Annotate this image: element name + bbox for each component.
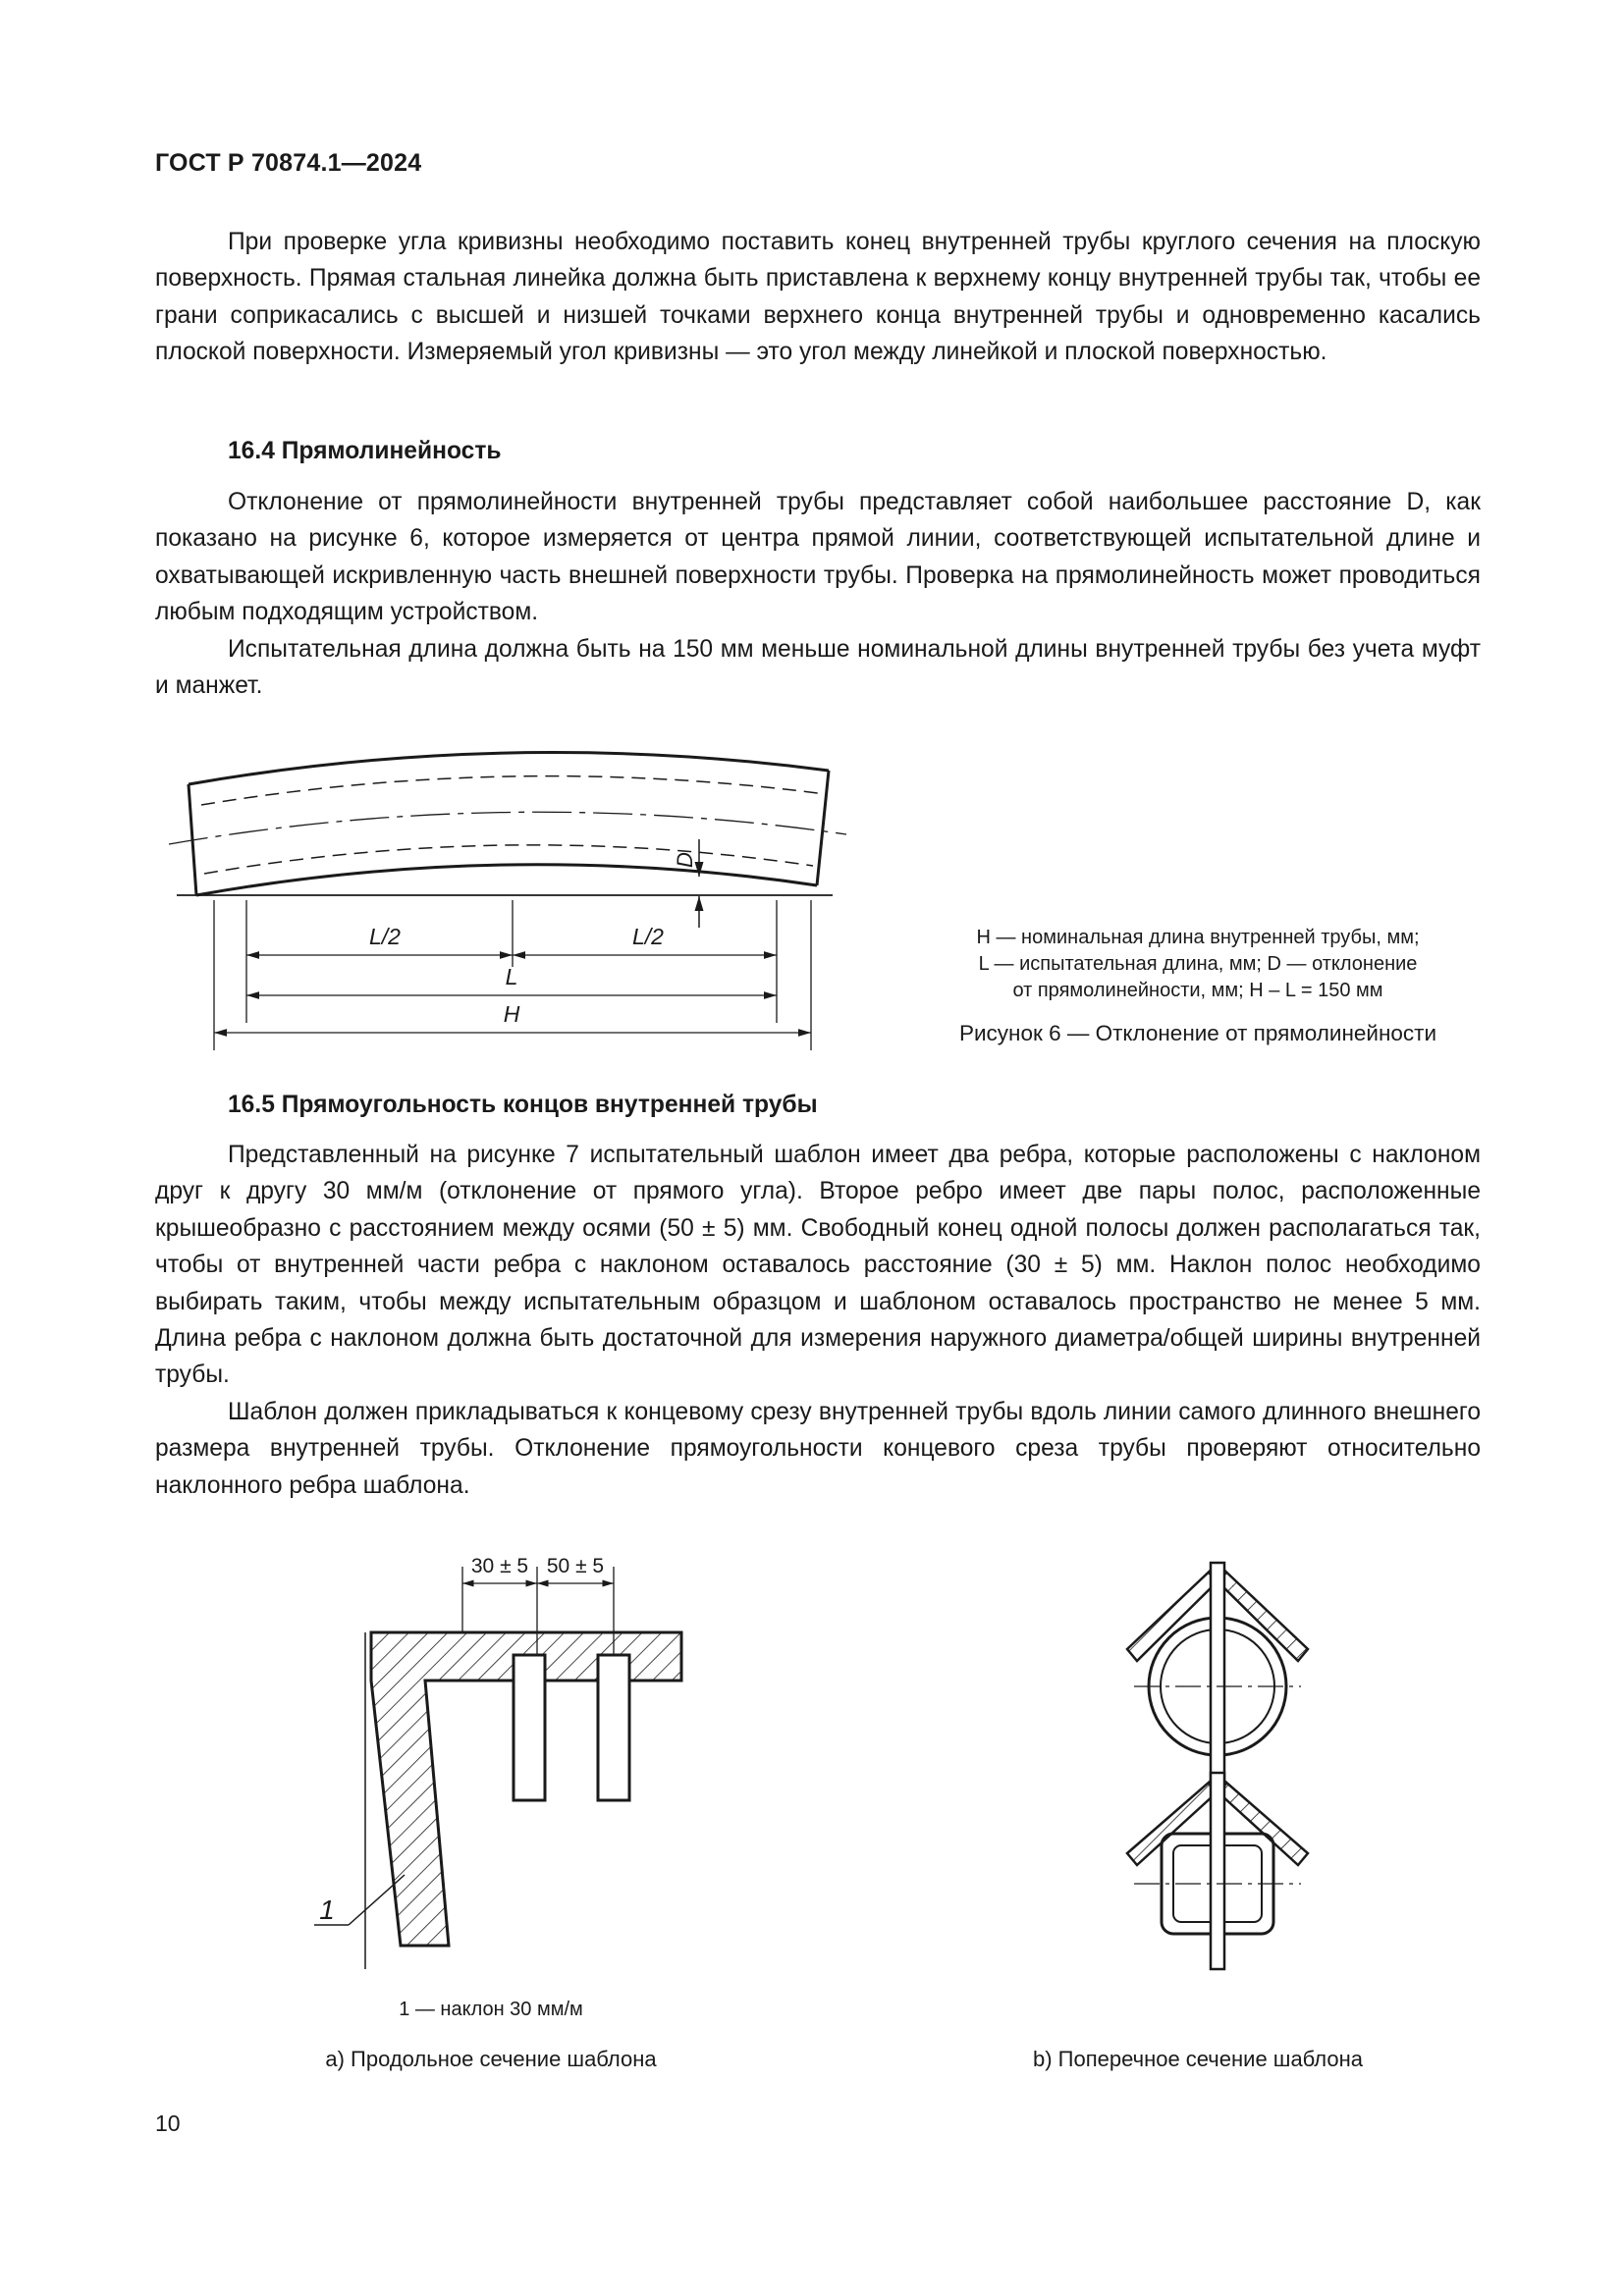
figure-7-caption-a: a) Продольное сечение шаблона [325,2047,657,2071]
section-heading-16-5: 16.5 Прямоугольность концов внутренней трубы [228,1092,818,1118]
figure-7-caption-b: b) Поперечное сечение шаблона [1033,2047,1363,2071]
label-nominal-length: H [503,1001,520,1027]
paragraph-template-application: Шаблон должен прикладываться к концевому срезу внутренней трубы вдоль линии самого длинного внешнего размера внутренней трубы. Отклонение прямоугольности концевого среза трубы проверяют относительно наклонного ребра шаблона. [155,1399,1481,1499]
template-cross-section-round [1127,1563,1308,1787]
figure-6-caption: Рисунок 6 — Отклонение от прямолинейности [958,1021,1437,1045]
deviation-label: D [673,852,697,868]
paragraph-template-description: Представленный на рисунке 7 испытательный шаблон имеет два ребра, которые расположены с наклоном друг к другу 30 мм/м (отклонение от прямого угла). Второе ребро имеет две пары полос, расположенные крышеобразно с расстоянием между осями (50 ± 5) мм. Свободный конец одной полосы должен располагаться так, чтобы от внутренней части ребра с наклоном оставалось расстояние (30 ± 5) мм. Наклон полос необходимо выбирать таким, чтобы между испытательным образцом и шаблоном оставалось пространство не менее 5 мм. Длина ребра с наклоном должна быть достаточной для измерения наружного диаметра/общей ширины внутренней трубы. [155,1142,1481,1389]
document-header: ГОСТ Р 70874.1—2024 [155,149,422,177]
section-heading-16-4: 16.4 Прямолинейность [228,438,502,464]
page-number: 10 [155,2110,181,2136]
template-cross-section-rectangular [1127,1773,1308,1969]
label-test-length: L [505,964,518,989]
dim-label-30: 30 ± 5 [470,1555,529,1577]
legend-line-1: H — номинальная длина внутренней трубы, мм; [976,927,1420,948]
legend-line-3: от прямолинейности, мм; H – L = 150 мм [1012,980,1383,1001]
paragraph-straightness: Отклонение от прямолинейности внутренней трубы представляет собой наибольшее расстояние D, как показано на рисунке 6, которое измеряется от центра прямой линии, соответствующей испытательной длине и охватывающей искривленную часть внешней поверхности трубы. Проверка на прямолинейность может проводиться любым подходящим устройством. [155,489,1481,626]
template-longitudinal-section [314,1567,681,1969]
paragraph-test-length: Испытательная длина должна быть на 150 мм меньше номинальной длины внутренней трубы без учета муфт и манжет. [155,636,1481,700]
paragraph-curvature-check: При проверке угла кривизны необходимо поставить конец внутренней трубы круглого сечения на плоскую поверхность. Прямая стальная линейка должна быть приставлена к верхнему концу внутренней трубы так, чтобы ее грани соприкасались с высшей и низшей точками верхнего конца внутренней трубы и одновременно касались плоской поверхности. Измеряемый угол кривизны — это угол между линейкой и плоской поверхностью. [155,229,1481,366]
figure-7-callout-legend: 1 — наклон 30 мм/м [399,1999,583,2020]
label-half-right: L/2 [632,924,664,949]
legend-line-2: L — испытательная длина, мм; D — отклонение [978,953,1418,975]
dim-label-50: 50 ± 5 [546,1555,605,1577]
label-half-left: L/2 [369,924,401,949]
callout-number: 1 [319,1895,335,1925]
